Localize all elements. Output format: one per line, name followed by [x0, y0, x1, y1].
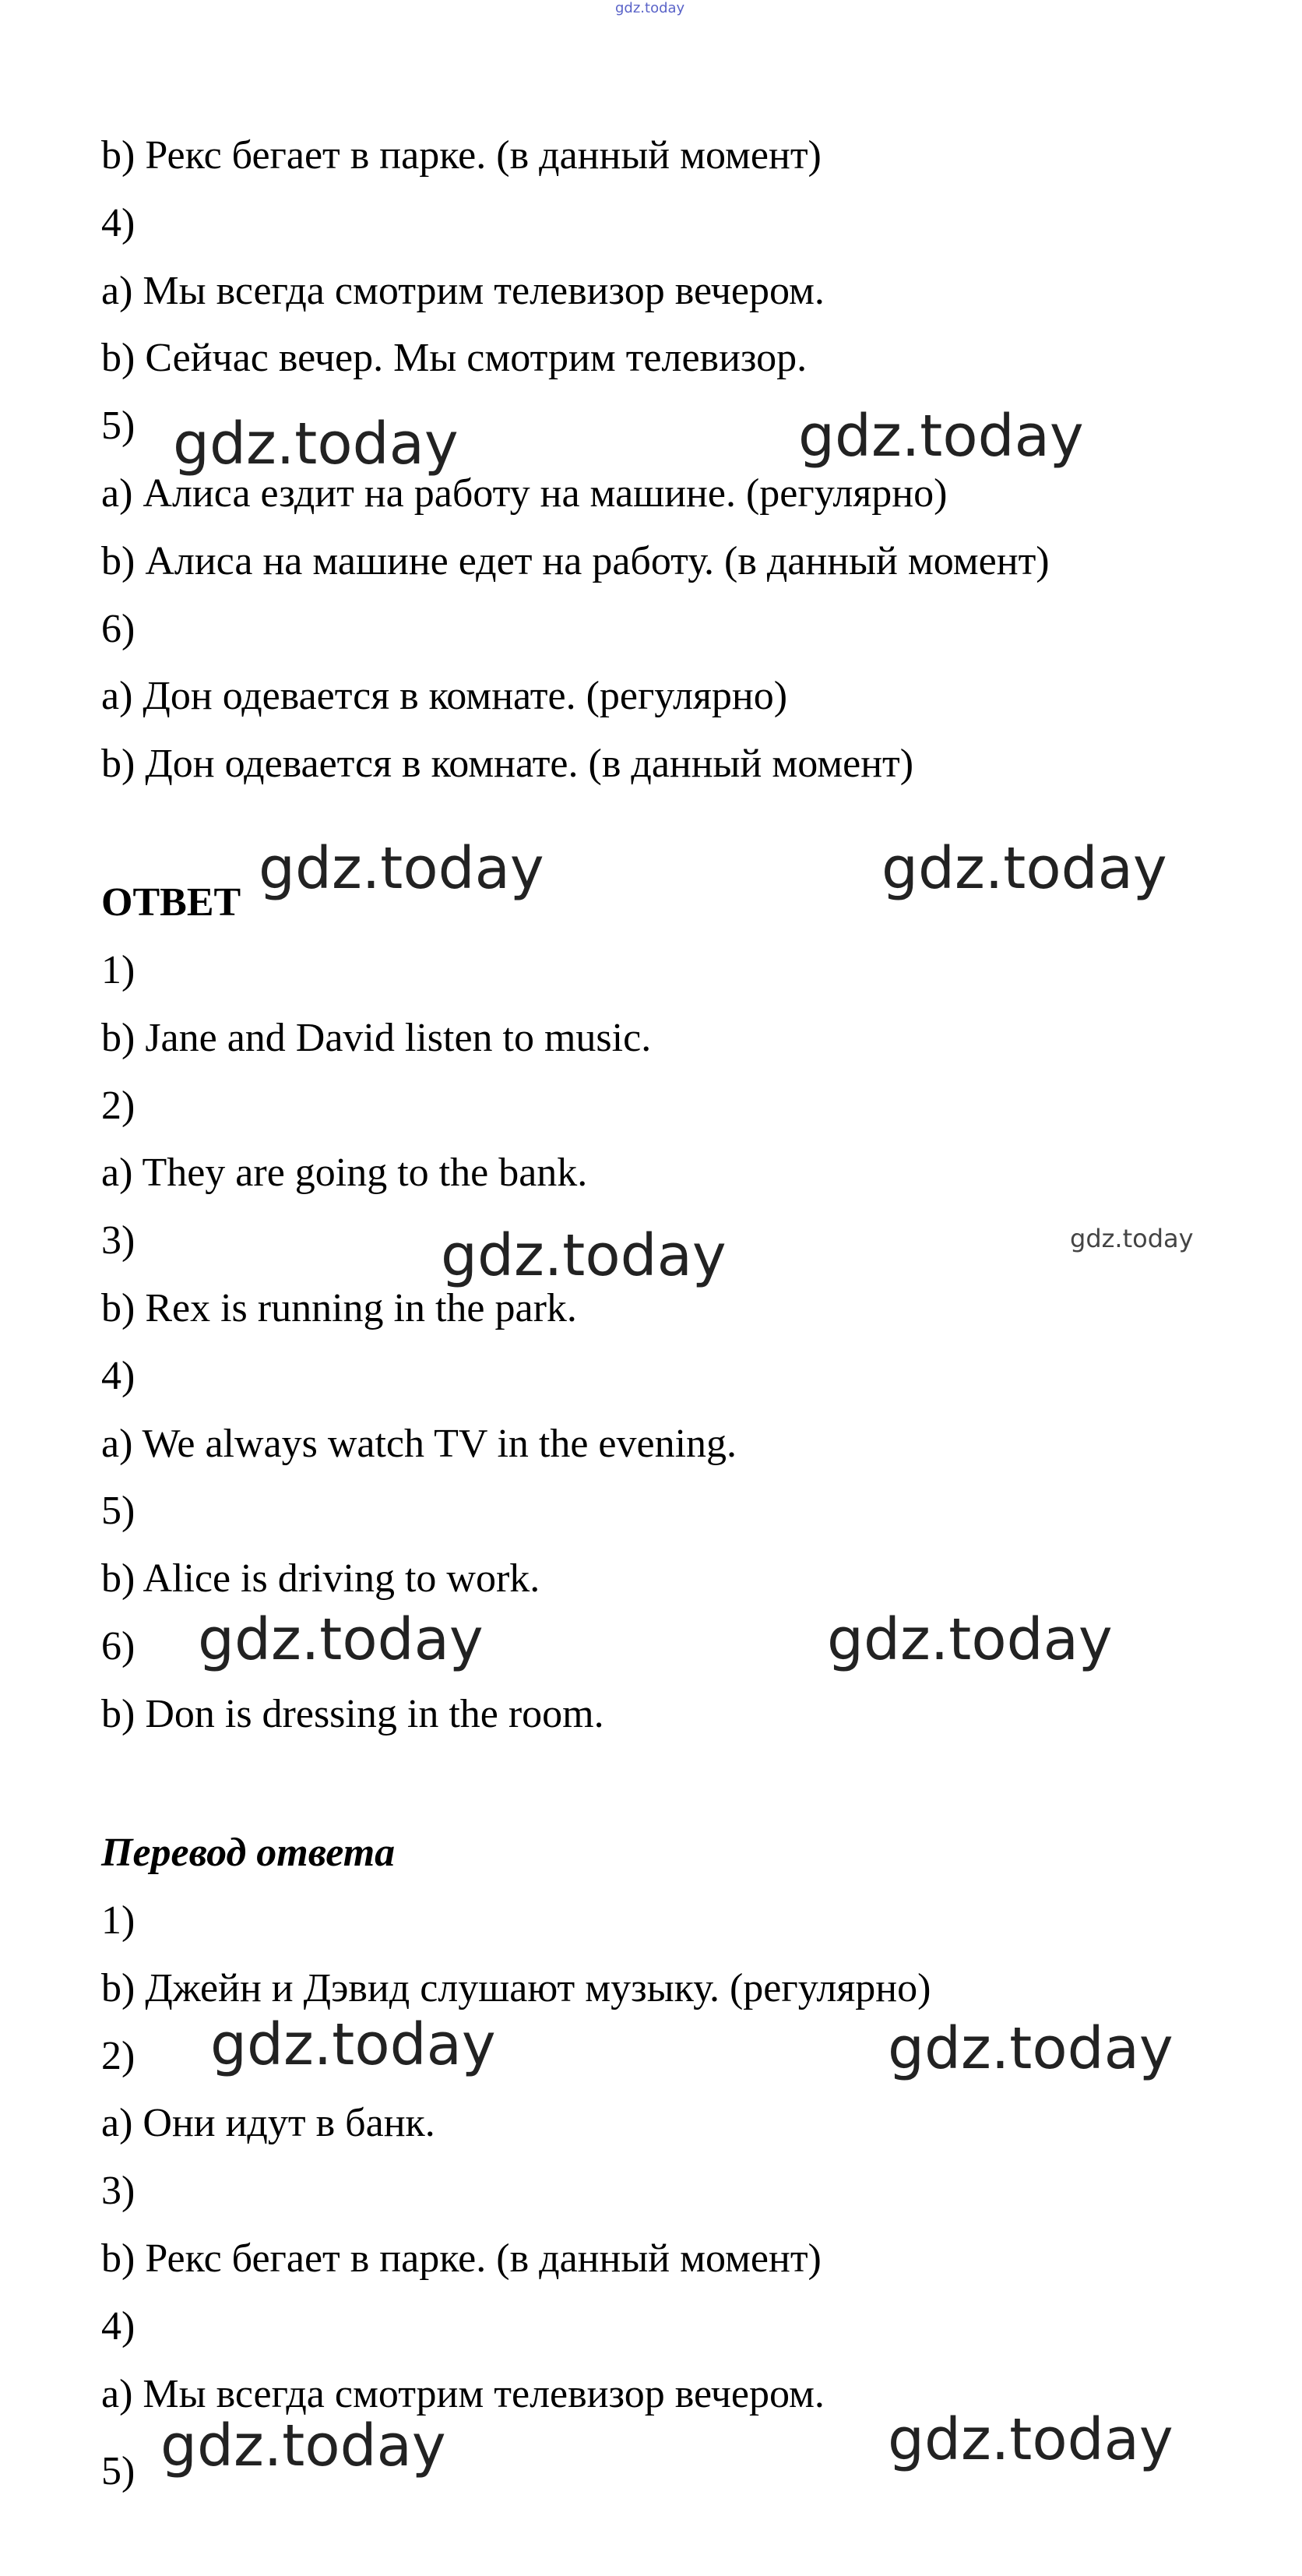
text-line: b) Рекс бегает в парке. (в данный момент) [101, 133, 822, 178]
answer-line: b) Jane and David listen to music. [101, 1016, 652, 1060]
text-line: a) Мы всегда смотрим телевизор вечером. [101, 269, 825, 313]
watermark: gdz.today [160, 2412, 446, 2479]
translation-line: a) Они идут в банк. [101, 2101, 435, 2145]
item-number: 2) [101, 1084, 135, 1128]
item-number: 4) [101, 2304, 135, 2349]
header-watermark: gdz.today [615, 0, 685, 16]
watermark: gdz.today [210, 2011, 496, 2078]
translation-line: a) Мы всегда смотрим телевизор вечером. [101, 2372, 825, 2416]
watermark: gdz.today [798, 403, 1084, 470]
item-number: 6) [101, 1624, 135, 1669]
watermark: gdz.today [881, 835, 1167, 902]
item-number: 6) [101, 607, 135, 651]
translation-heading: Перевод ответа [101, 1831, 396, 1875]
item-number: 3) [101, 2169, 135, 2213]
answer-line: a) They are going to the bank. [101, 1151, 588, 1195]
watermark: gdz.today [259, 835, 544, 902]
answer-line: b) Rex is running in the park. [101, 1286, 577, 1330]
translation-line: b) Джейн и Дэвид слушают музыку. (регулярно) [101, 1966, 931, 2010]
answer-line: b) Alice is driving to work. [101, 1556, 540, 1601]
item-number: 5) [101, 2449, 135, 2493]
translation-line: b) Рекс бегает в парке. (в данный момент) [101, 2236, 822, 2281]
text-line: b) Дон одевается в комнате. (в данный момент) [101, 742, 914, 786]
answer-line: a) We always watch TV in the evening. [101, 1422, 737, 1466]
item-number: 2) [101, 2034, 135, 2078]
item-number: 4) [101, 1354, 135, 1398]
item-number: 3) [101, 1218, 135, 1263]
item-number: 5) [101, 403, 135, 448]
item-number: 1) [101, 1898, 135, 1943]
watermark: gdz.today [888, 2406, 1174, 2473]
watermark: gdz.today [173, 411, 459, 477]
watermark: gdz.today [198, 1606, 484, 1673]
text-line: b) Сейчас вечер. Мы смотрим телевизор. [101, 336, 808, 380]
text-line: a) Дон одевается в комнате. (регулярно) [101, 674, 788, 718]
item-number: 4) [101, 201, 135, 245]
watermark: gdz.today [888, 2015, 1174, 2082]
answer-heading: ОТВЕТ [101, 880, 241, 925]
text-line: b) Алиса на машине едет на работу. (в данный момент) [101, 539, 1050, 583]
item-number: 5) [101, 1489, 135, 1533]
item-number: 1) [101, 948, 135, 992]
watermark: gdz.today [441, 1222, 727, 1289]
text-line: a) Алиса ездит на работу на машине. (регулярно) [101, 471, 948, 516]
watermark: gdz.today [827, 1606, 1113, 1673]
watermark: gdz.today [1070, 1224, 1194, 1253]
answer-line: b) Don is dressing in the room. [101, 1692, 604, 1736]
